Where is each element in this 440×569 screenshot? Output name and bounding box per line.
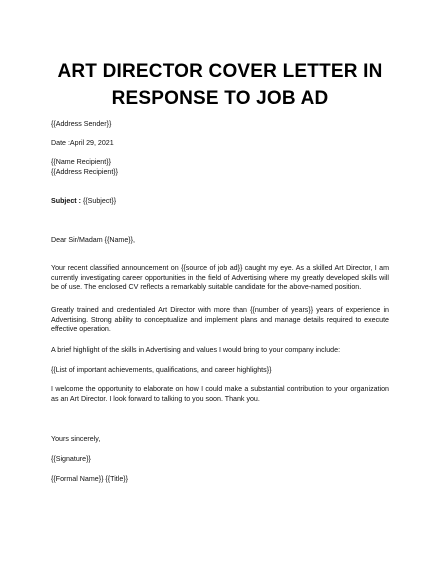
name-recipient: {{Name Recipient}} — [51, 158, 111, 166]
paragraph-highlights: {{List of important achievements, qualifications, and career highlights}} — [51, 366, 272, 374]
letter-date: Date :April 29, 2021 — [51, 139, 114, 147]
subject-value: {{Subject}} — [80, 197, 117, 205]
paragraph-experience: Greatly trained and credentialed Art Director with more than {{number of years}} years of experience in Advertising. Strong ability to conceptualize and implement plans and manage details required to execute effective operation. — [51, 306, 389, 333]
paragraph-intro: Your recent classified announcement on {{source of job ad}} caught my eye. As a skilled Art Director, I am currently investigating career opportunities in the field of Advertising where my greatly developed skills will be of use. The enclosed CV reflects a remarkably suitable candidate for the above-named position. — [51, 264, 389, 291]
closing-line: Yours sincerely, — [51, 435, 101, 443]
letter-title-line-2: RESPONSE TO JOB AD — [111, 88, 329, 109]
address-recipient: {{Address Recipient}} — [51, 168, 119, 176]
address-sender: {{Address Sender}} — [51, 120, 112, 128]
subject-label: Subject : — [51, 197, 81, 205]
formal-name-title: {{Formal Name}} {{Title}} — [51, 475, 129, 483]
salutation: Dear Sir/Madam {{Name}}, — [51, 236, 135, 244]
signature-placeholder: {{Signature}} — [51, 455, 91, 463]
letter-title-line-1: ART DIRECTOR COVER LETTER IN — [57, 61, 383, 82]
paragraph-skills-intro: A brief highlight of the skills in Advertising and values I would bring to your company include: — [51, 346, 341, 354]
paragraph-closing: I welcome the opportunity to elaborate on how I could make a substantial contribution to your organization as an Art Director. I look forward to talking to you soon. Thank you. — [51, 385, 389, 403]
subject-line — [51, 197, 116, 207]
